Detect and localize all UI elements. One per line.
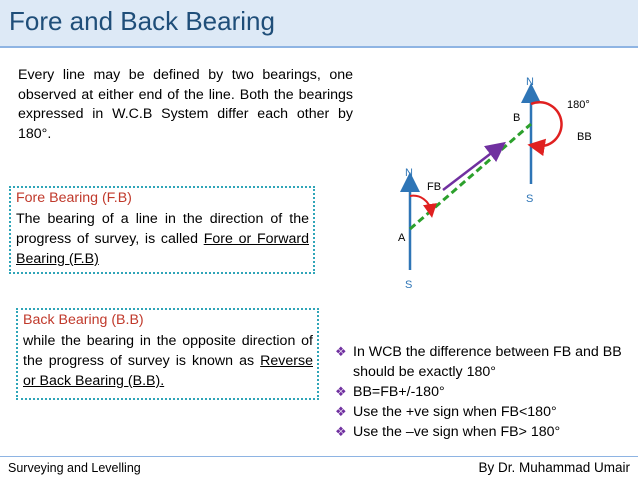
page-title: Fore and Back Bearing	[9, 6, 275, 36]
point-label-a: A	[398, 232, 406, 244]
north-label-a: N	[405, 167, 413, 179]
footer-divider	[0, 456, 638, 457]
back-bearing-term: Reverse or Back Bearing (B.B).	[23, 353, 313, 389]
bullet-text: BB=FB+/-180°	[353, 384, 445, 400]
diamond-bullet-icon: ❖	[335, 344, 347, 359]
back-bearing-heading: Back Bearing (B.B)	[23, 312, 144, 328]
north-label-b: N	[526, 76, 534, 88]
angle-label: 180°	[567, 99, 590, 111]
bullet-item	[335, 422, 635, 442]
bullet-list	[335, 342, 635, 442]
footer-course: Surveying and Levelling	[8, 461, 141, 475]
bullet-text: In WCB the difference between FB and BB should be exactly 180°	[353, 344, 622, 380]
fb-label: FB	[427, 181, 442, 193]
fb-angle-arc	[410, 196, 431, 211]
survey-line-ab	[410, 124, 534, 229]
bullet-text: Use the +ve sign when FB<180°	[353, 404, 557, 420]
bullet-text: Use the –ve sign when FB> 180°	[353, 424, 561, 440]
fore-bearing-heading: Fore Bearing (F.B)	[16, 190, 132, 206]
bb-angle-arc	[531, 102, 562, 146]
point-label-b: B	[513, 112, 521, 124]
south-label-a: S	[405, 279, 413, 291]
fore-bearing-term: Fore or Forward Bearing (F.B)	[16, 231, 309, 267]
bullet-item	[335, 382, 635, 402]
diamond-bullet-icon: ❖	[335, 384, 347, 399]
back-bearing-text: while the bearing in the opposite direction of the progress of survey is known as	[23, 333, 313, 369]
footer-author: By Dr. Muhammad Umair	[478, 460, 630, 475]
south-label-b: S	[526, 193, 534, 205]
intro-paragraph: Every line may be defined by two bearings, one observed at either end of the line. Both the bearings expressed in W.C.B System differ each other by 180°.	[18, 67, 353, 142]
bullet-item	[335, 342, 635, 382]
bullet-item	[335, 402, 635, 422]
bb-label: BB	[577, 131, 592, 143]
fore-bearing-text: The bearing of a line in the direction of the progress of survey, is called	[16, 211, 309, 247]
diamond-bullet-icon: ❖	[335, 404, 347, 419]
diamond-bullet-icon: ❖	[335, 424, 347, 439]
direction-arrow	[443, 148, 498, 190]
